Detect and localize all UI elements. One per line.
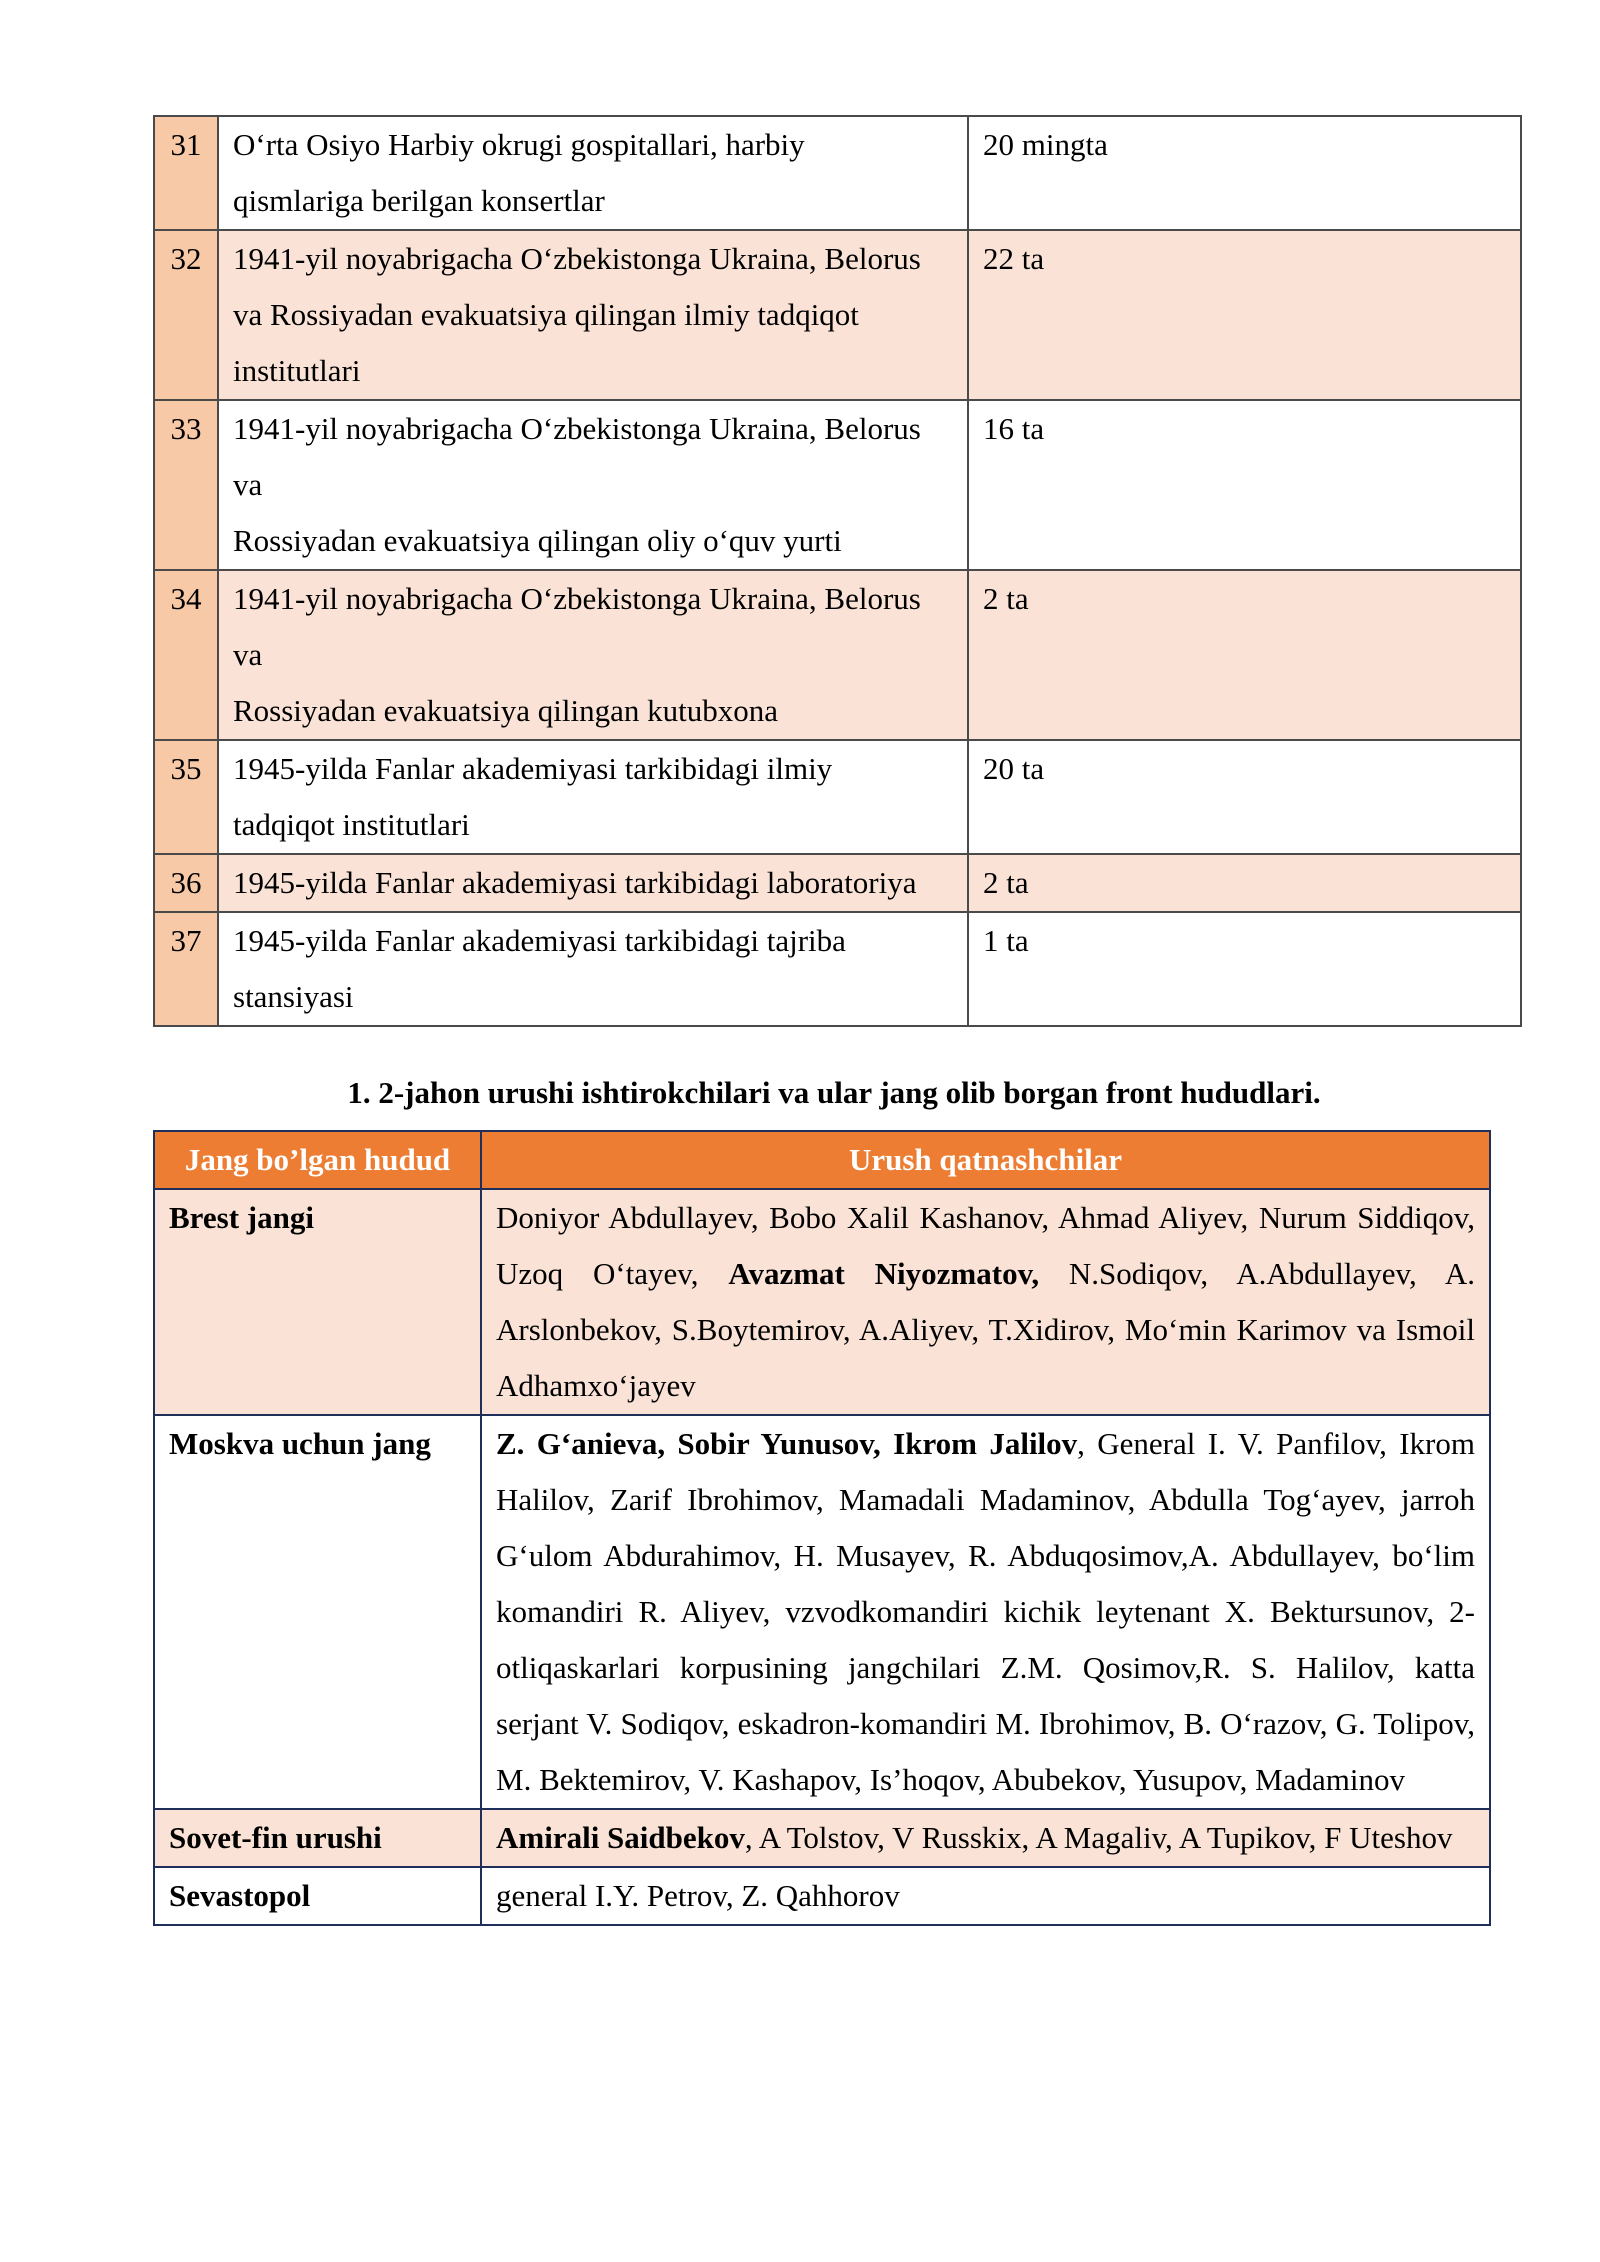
battle-participants: Z. G‘anieva, Sobir Yunusov, Ikrom Jalilov, General I. V. Panfilov, Ikrom Halilov, Zarif Ibrohimov, Mamadali Madaminov, Abdulla Tog‘ayev, jarroh G‘ulom Abdurahimov, H. Musayev, R. Abduqosimov,A. Abdullayev, bo‘lim komandiri R. Aliyev, vzvodkomandiri kichik leytenant X. Bektursunov, 2-otliqaskarlari korpusining jangchilari Z.M. Qosimov,R. S. Halilov, katta serjant V. Sodiqov, eskadron-komandiri M. Ibrohimov, B. O‘razov, G. Tolipov, M. Bektemirov, V. Kashapov, Is’hoqov, Abubekov, Yusupov, Madaminov: [481, 1415, 1490, 1809]
row-value: 2 ta: [968, 854, 1521, 912]
row-description: O‘rta Osiyo Harbiy okrugi gospitallari, harbiy qismlariga berilgan konsertlar: [218, 116, 968, 230]
table-row: [154, 230, 1521, 400]
row-number: 35: [154, 740, 218, 854]
table-row: [154, 1415, 1490, 1809]
row-number: 32: [154, 230, 218, 400]
row-description: 1945-yilda Fanlar akademiyasi tarkibidagi tajriba stansiyasi: [218, 912, 968, 1026]
battle-region: Sovet-fin urushi: [154, 1809, 481, 1867]
row-value: 16 ta: [968, 400, 1521, 570]
battle-region: Sevastopol: [154, 1867, 481, 1925]
row-description: 1945-yilda Fanlar akademiyasi tarkibidagi laboratoriya: [218, 854, 968, 912]
row-value: 22 ta: [968, 230, 1521, 400]
row-description: 1941-yil noyabrigacha O‘zbekistonga Ukraina, Belorus va Rossiyadan evakuatsiya qilingan kutubxona: [218, 570, 968, 740]
header-region: Jang bo’lgan hudud: [154, 1131, 481, 1189]
row-number: 33: [154, 400, 218, 570]
row-value: 2 ta: [968, 570, 1521, 740]
table-row: [154, 912, 1521, 1026]
table-header-row: [154, 1131, 1490, 1189]
row-value: 20 mingta: [968, 116, 1521, 230]
table-caption: 1. 2-jahon urushi ishtirokchilari va ular jang olib borgan front hududlari.: [347, 1075, 1321, 1110]
row-description: 1941-yil noyabrigacha O‘zbekistonga Ukraina, Belorus va Rossiyadan evakuatsiya qilingan ilmiy tadqiqot institutlari: [218, 230, 968, 400]
header-participants: Urush qatnashchilar: [481, 1131, 1490, 1189]
statistics-table: [153, 115, 1522, 1027]
row-number: 34: [154, 570, 218, 740]
table-row: [154, 1809, 1490, 1867]
table-row: [154, 854, 1521, 912]
table-row: [154, 740, 1521, 854]
row-description: 1945-yilda Fanlar akademiyasi tarkibidagi ilmiy tadqiqot institutlari: [218, 740, 968, 854]
table-row: [154, 1189, 1490, 1415]
row-value: 20 ta: [968, 740, 1521, 854]
battle-participants: Amirali Saidbekov, A Tolstov, V Russkix, A Magaliv, A Tupikov, F Uteshov: [481, 1809, 1490, 1867]
row-number: 37: [154, 912, 218, 1026]
table-row: [154, 570, 1521, 740]
row-description: 1941-yil noyabrigacha O‘zbekistonga Ukraina, Belorus va Rossiyadan evakuatsiya qilingan oliy o‘quv yurti: [218, 400, 968, 570]
battles-table: [153, 1130, 1491, 1926]
table-row: [154, 116, 1521, 230]
battle-participants: general I.Y. Petrov, Z. Qahhorov: [481, 1867, 1490, 1925]
battle-participants: Doniyor Abdullayev, Bobo Xalil Kashanov, Ahmad Aliyev, Nurum Siddiqov, Uzoq O‘tayev, Avazmat Niyozmatov, N.Sodiqov, A.Abdullayev, A. Arslonbekov, S.Boytemirov, A.Aliyev, T.Xidirov, Mo‘min Karimov va Ismoil Adhamxo‘jayev: [481, 1189, 1490, 1415]
table-row: [154, 1867, 1490, 1925]
row-number: 36: [154, 854, 218, 912]
row-number: 31: [154, 116, 218, 230]
battle-region: Brest jangi: [154, 1189, 481, 1415]
battle-region: Moskva uchun jang: [154, 1415, 481, 1809]
row-value: 1 ta: [968, 912, 1521, 1026]
table-row: [154, 400, 1521, 570]
